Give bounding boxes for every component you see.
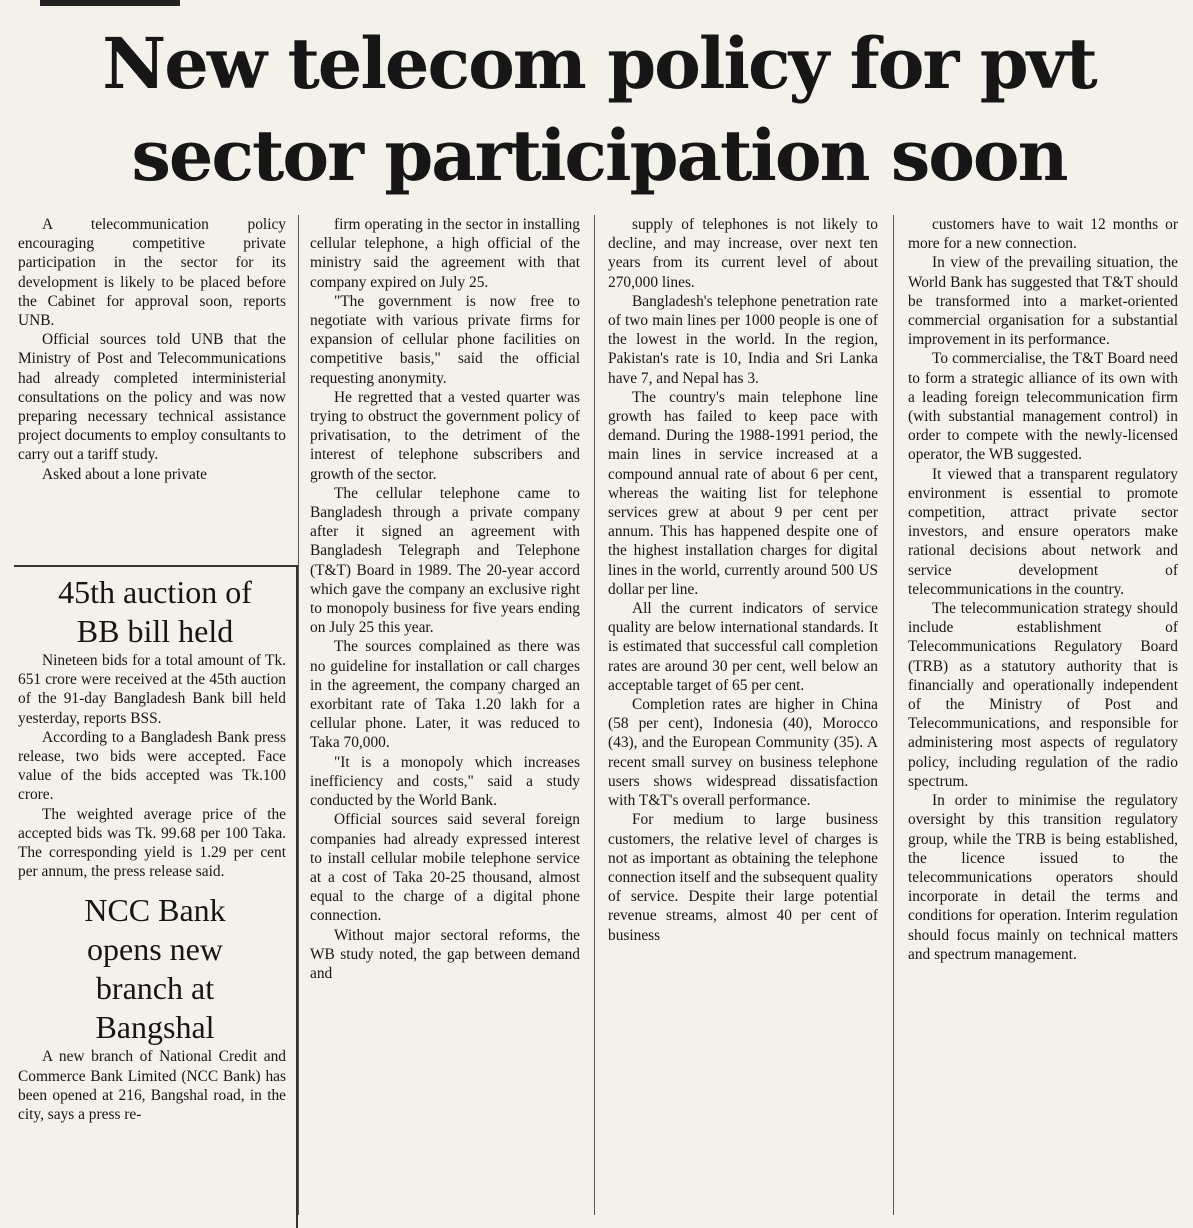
sidebar-headline-2-line: branch at	[95, 970, 215, 1007]
sidebar-paragraph: A new branch of National Credit and Commerce Bank Limited (NCC Bank) has been opened at 216, Bangshal road, in the city, says a press re-	[18, 1048, 286, 1124]
sidebar-box	[14, 565, 298, 1228]
article-paragraph: Official sources said several foreign companies had already expressed interest to install cellular mobile telephone service at a cost of Taka 20-25 thousand, almost equal to the charge of a digital phone connection.	[310, 811, 580, 925]
article-paragraph: Official sources told UNB that the Ministry of Post and Telecommunications had already completed interministerial consultations on the policy and was now preparing necessary technical assistance project documents to employ consultants to carry out a tariff study.	[18, 331, 287, 464]
article-column-3	[608, 215, 878, 1225]
sidebar-story-2-body	[14, 1047, 296, 1124]
column-divider	[594, 215, 595, 1215]
article-paragraph: In view of the prevailing situation, the World Bank has suggested that T&T should be transformed into a market-oriented commercial organisation for a substantial improvement in its performance.	[908, 254, 1178, 349]
column-divider	[893, 215, 894, 1215]
article-paragraph: customers have to wait 12 months or more for a new connection.	[908, 216, 1178, 253]
article-paragraph: Bangladesh's telephone penetration rate of two main lines per 1000 people is one of the lowest in the world. In the region, Pakistan's rate is 10, India and Sri Lanka have 7, and Nepal has 3.	[608, 292, 878, 387]
article-paragraph: It viewed that a transparent regulatory environment is essential to promote competition, attract private sector investors, and ensure operators make rational decisions about network and service development of telecommunications in the country.	[908, 465, 1178, 598]
sidebar-headline-2-line: NCC Bank	[84, 892, 226, 929]
sidebar-headline-1-line: BB bill held	[76, 613, 234, 649]
article-paragraph: In order to minimise the regulatory oversight by this transition regulatory group, while the TRB is being established, the licence issued to the telecommunications operators should incorporate in detail the terms and conditions for operation. Interim regulation should focus mainly on technical matters and spectrum management.	[908, 792, 1178, 963]
article-column-4	[908, 215, 1178, 1225]
article-paragraph: The telecommunication strategy should include establishment of Telecommunications Regulatory Board (TRB) as a statutory authority that is financially and operationally independent of the Ministry of Post and Telecommunications, and responsible for administering most aspects of regulatory policy, including regulation of the radio spectrum.	[908, 600, 1178, 790]
article-paragraph: Without major sectoral reforms, the WB study noted, the gap between demand and	[310, 926, 580, 982]
article-paragraph: The cellular telephone came to Bangladesh through a private company after it signed an agreement with Bangladesh Telegraph and Telephone (T&T) Board in 1989. The 20-year accord which gave the company an exclusive right to monopoly business for five years ending on July 25 this year.	[310, 484, 580, 637]
article-paragraph: "The government is now free to negotiate with various private firms for expansion of cellular phone facilities on competitive basis," said the official requesting anonymity.	[310, 292, 580, 387]
article-paragraph: The country's main telephone line growth has failed to keep pace with demand. During the 1988-1991 period, the main lines in service increased at a compound annual rate of about 6 per cent, whereas the waiting list for telephone services grew at about 9 per cent per annum. This has happened despite one of the highest installation charges for digital lines in the world, currently around 500 US dollar per line.	[608, 388, 878, 598]
top-rule	[40, 0, 180, 6]
sidebar-paragraph: Nineteen bids for a total amount of Tk. 651 crore were received at the 45th auction of the 91-day Bangladesh Bank bill held yesterday, reports BSS.	[18, 652, 286, 727]
article-paragraph: To commercialise, the T&T Board need to form a strategic alliance of its own with a leading foreign telecommunication firm (with substantial management control) in order to compete with the newly-licensed operator, the WB suggested.	[908, 350, 1178, 464]
article-paragraph: A telecommunication policy encouraging competitive private participation in the sector for its development is likely to be placed before the Cabinet for approval soon, reports UNB.	[18, 216, 286, 330]
article-column-2	[310, 215, 580, 1225]
article-paragraph: supply of telephones is not likely to decline, and may increase, over next ten years from its current level of about 270,000 lines.	[608, 216, 878, 291]
sidebar-story-1-body	[14, 651, 296, 881]
article-paragraph: All the current indicators of service quality are below international standards. It is estimated that successful call completion rates are around 30 per cent, well below an acceptable target of 65 per cent.	[608, 600, 878, 694]
sidebar-paragraph: The weighted average price of the accepted bids was Tk. 99.68 per 100 Taka. The corresponding yield is 1.29 per cent per annum, the press release said.	[18, 805, 286, 881]
article-paragraph: The sources complained as there was no guideline for installation or call charges in the agreement, the company charged an exorbitant rate of Taka 1.20 lakh for a cellular phone. Later, it was reduced to Taka 70,000.	[310, 638, 580, 752]
sidebar-headline-1-line: 45th auction of	[58, 574, 252, 610]
article-paragraph: "It is a monopoly which increases inefficiency and costs," said a study conducted by the World Bank.	[310, 753, 580, 810]
sidebar-headline-2-line: Bangshal	[95, 1009, 215, 1046]
article-paragraph: For medium to large business customers, the relative level of charges is not as important as obtaining the telephone connection itself and the subsequent quality of service. Despite their large potential revenue streams, almost 40 per cent of business	[608, 811, 878, 944]
sidebar-headline-2-line: opens new	[87, 931, 223, 968]
sidebar-paragraph: According to a Bangladesh Bank press release, two bids were accepted. Face value of the bids accepted was Tk.100 crore.	[18, 728, 286, 804]
column-divider	[298, 215, 299, 1215]
sidebar-headline-1	[14, 573, 296, 651]
article-paragraph: firm operating in the sector in installing cellular telephone, a high official of the ministry said the agreement with that company expired on July 25.	[310, 216, 580, 291]
sidebar-headline-2	[14, 891, 296, 1047]
article-paragraph: Asked about a lone private	[42, 465, 207, 483]
article-paragraph: Completion rates are higher in China (58 per cent), Indonesia (40), Morocco (43), and the European Community (35). A recent small survey on business telephone users shows widespread dissatisfaction with T&T's overall performance.	[608, 696, 878, 810]
article-paragraph: He regretted that a vested quarter was trying to obstruct the government policy of privatisation, to the detriment of the interest of telephone subscribers and growth of the sector.	[310, 388, 580, 483]
main-headline: New telecom policy for pvt sector participation soon	[102, 22, 1096, 197]
article-column-1	[18, 215, 286, 565]
